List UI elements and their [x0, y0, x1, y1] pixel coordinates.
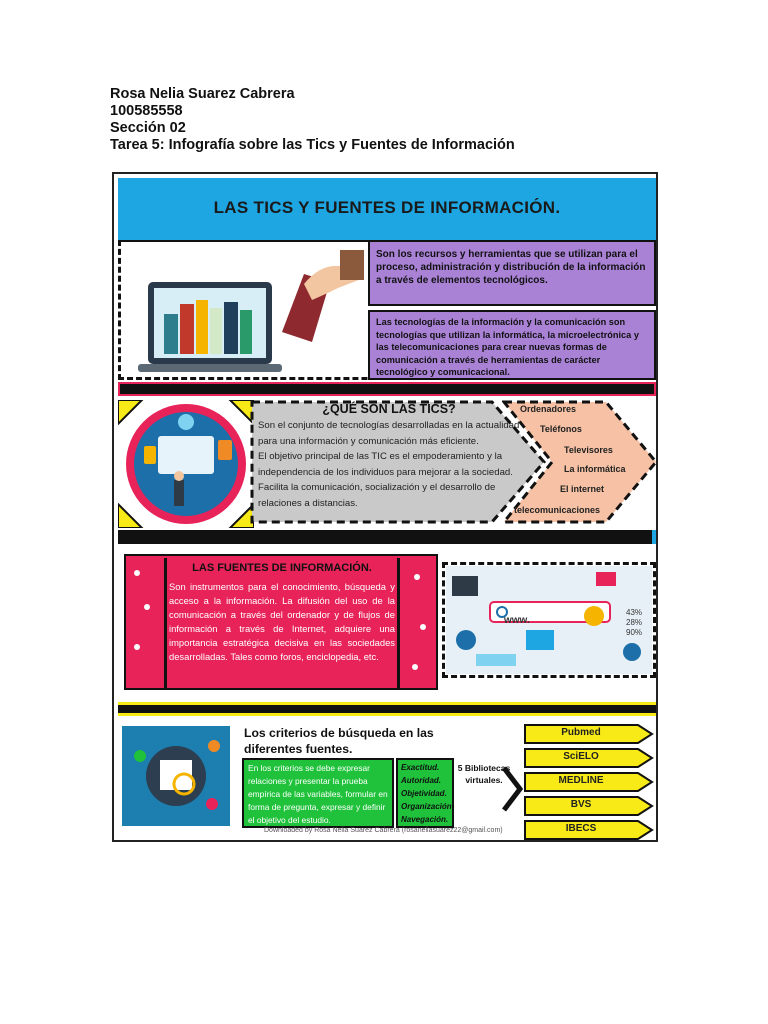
divider-bar: [118, 382, 656, 396]
dot-icon: [134, 750, 146, 762]
what-are-tics-text: [258, 418, 520, 511]
criteria-text: En los criterios se debe expresar relaciones y presentar la prueba empírica de las variables, formular en forma de pregunta, expresar y definir el objetivo del estudio.: [248, 763, 388, 825]
download-footer: Downloaded by Rosa Nelia Suarez Cabrera (rosaneliasuarez22@gmail.com): [264, 827, 503, 834]
book-icon: [224, 302, 238, 354]
title-banner: [118, 178, 656, 242]
book-icon: [196, 300, 208, 354]
percent-label: 90%: [626, 628, 643, 637]
book-icon: [210, 308, 222, 354]
corner-triangle: [118, 504, 142, 528]
tablet-icon: [218, 440, 232, 460]
bars-icon: [476, 654, 516, 666]
dot-decoration: [420, 624, 426, 630]
infographic: [112, 172, 658, 842]
laptop-books-illustration: [134, 244, 364, 384]
dot-icon: [208, 740, 220, 752]
example-item: Televisores: [564, 445, 613, 455]
dot-decoration: [144, 604, 150, 610]
what-are-tics-paragraph1: Son el conjunto de tecnologías desarrolladas en la actualidad para una información y comunicación más eficiente.: [258, 420, 520, 447]
tech-description-text: Las tecnologías de la información y la comunicación son tecnologías que utilizan la informática, la microelectrónica y las telecomunicaciones para crear nuevas formas de comunicación a través de herramientas de carácter tecnológico y comunicacional.: [376, 317, 639, 377]
dot-decoration: [134, 644, 140, 650]
what-are-tics-paragraph2: El objetivo principal de las TIC es el empoderamiento y la independencia de los individuos para mejorar a la sociedad. Facilita la comunicación, socialización y el desarrollo de relaciones a distancias.: [258, 451, 513, 509]
library-item-scielo: SciELO: [563, 751, 599, 762]
criteria-item: Objetividad.: [401, 789, 447, 798]
definition-text: Son los recursos y herramientas que se utilizan para el proceso, administración y distribución de la información a través de elementos tecnológicos.: [376, 249, 646, 286]
dot-icon: [206, 798, 218, 810]
library-item-bvs: BVS: [570, 799, 592, 810]
book-icon: [180, 304, 194, 354]
definition-box: [368, 240, 656, 306]
tics-circle-illustration: [118, 400, 254, 528]
libraries-label: 5 Bibliotecas virtuales.: [457, 763, 511, 785]
percent-label: 28%: [626, 618, 643, 627]
what-are-tics-title: ¿QUÉ SON LAS TICS?: [322, 402, 456, 416]
person-head-icon: [174, 471, 184, 481]
corner-triangle: [118, 400, 142, 424]
laptop-base: [138, 364, 282, 372]
book-icon: [240, 310, 252, 354]
section-label: Sección 02: [110, 120, 186, 136]
play-icon: [456, 630, 476, 650]
example-item: Ordenadores: [520, 404, 577, 414]
criteria-item: Navegación.: [401, 815, 449, 824]
divider-bar: [118, 702, 656, 716]
example-item: telecomunicaciones: [514, 505, 601, 515]
criteria-item: Organización: [401, 802, 452, 811]
monitor-icon: [452, 576, 478, 596]
percent-label: 43%: [626, 608, 643, 617]
library-item-pubmed: Pubmed: [561, 727, 601, 738]
dot-decoration: [414, 574, 420, 580]
criteria-item: Exactitud.: [401, 763, 440, 772]
sources-text: Son instrumentos para el conocimiento, búsqueda y acceso a la información. La difusión del uso de la comunicación a través del ordenador y de flujos de información a través de Internet, adquiere una importancia estratégica decisiva en las sociedades desarrolladas. Tales como foros, enciclopedia, etc.: [169, 581, 395, 662]
chart-icon: [526, 630, 554, 650]
person-icon: [174, 480, 184, 506]
video-icon: [596, 572, 616, 586]
library-item-medline: MEDLINE: [558, 775, 604, 786]
student-name: Rosa Nelia Suarez Cabrera: [110, 86, 295, 102]
sleeve-icon: [340, 250, 364, 280]
infographic-title: LAS TICS Y FUENTES DE INFORMACIÓN.: [213, 198, 561, 217]
book-icon: [164, 314, 178, 354]
sources-title: LAS FUENTES DE INFORMACIÓN.: [192, 562, 372, 574]
criteria-green-box: [242, 758, 394, 828]
student-id: 100585558: [110, 103, 183, 119]
search-bar-text: www.: [504, 615, 530, 626]
search-illustration: [446, 566, 652, 674]
phone-icon: [144, 446, 156, 464]
user-icon: [623, 643, 641, 661]
sources-text-box: [164, 558, 400, 688]
dot-decoration: [412, 664, 418, 670]
example-item: Teléfonos: [540, 424, 582, 434]
monitor-icon: [158, 436, 214, 474]
criteria-title: Los criterios de búsqueda en las diferentes fuentes.: [244, 726, 434, 756]
cloud-icon: [178, 414, 194, 430]
task-title: Tarea 5: Infografía sobre las Tics y Fuentes de Información: [110, 137, 515, 153]
example-item: El internet: [560, 484, 605, 494]
tech-description-box: [368, 310, 656, 380]
document-header: [110, 86, 515, 154]
library-item-ibecs: IBECS: [565, 823, 597, 834]
click-cursor-icon: [584, 606, 604, 626]
example-item: La informática: [564, 464, 626, 474]
chevron-right-icon: [500, 764, 524, 814]
criteria-illustration: [122, 726, 230, 826]
criteria-item: Autoridad.: [401, 776, 441, 785]
divider-bar: [118, 530, 656, 544]
dot-decoration: [134, 570, 140, 576]
criteria-list-box: [396, 758, 454, 828]
